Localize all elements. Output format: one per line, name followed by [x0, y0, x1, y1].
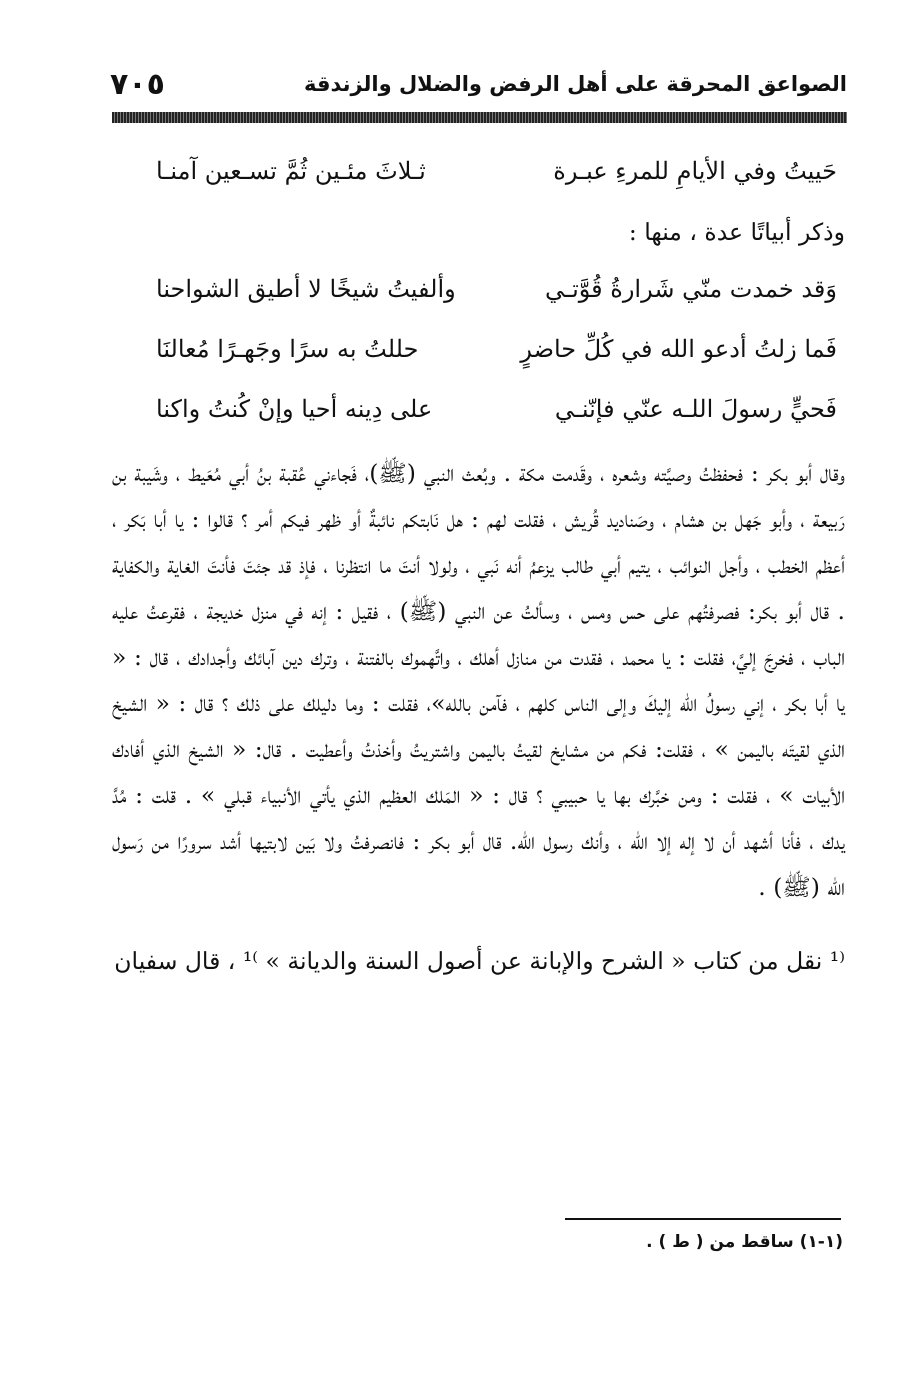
verse-first-hemistich: حَييتُ وفي الأيامِ للمرءِ عبـرة — [553, 157, 837, 186]
page-body — [112, 142, 845, 984]
page-header — [110, 64, 847, 104]
intro-line: وذكر أبياتًا عدة ، منها : — [628, 218, 845, 246]
page-number: ٧٠٥ — [110, 66, 165, 102]
verse-line — [112, 320, 845, 380]
verse-line — [112, 260, 845, 320]
verse-second-hemistich: على دِينه أحيا وإنْ كُنتُ واكنا — [156, 395, 433, 424]
verse-second-hemistich: ثـلاثَ مئـين ثُمَّ تسـعين آمنـا — [156, 157, 426, 186]
verse-second-hemistich: وألفيتُ شيخًا لا أطيق الشواحنا — [156, 275, 456, 304]
verse-first-hemistich: فَما زلتُ أدعو الله في كُلِّ حاضرٍ — [520, 335, 837, 364]
running-title: الصواعق المحرقة على أهل الرفض والضلال والزندقة — [303, 72, 847, 96]
verse-first-hemistich: فَحيٍّ رسولَ اللـه عنّي فإنّنـي — [554, 395, 837, 424]
main-paragraph: وقال أبو بكر : فحفظتُ وصيَّته وشعره ، وقَدمت مكة . وبُعث النبي (ﷺ)، فَجاءني عُقبة بنُ أبي مُعَيط ، وشَيبة بن رَبيعة ، وأبو جَهل بن هشام ، وصَناديد قُريش ، فقلت لهم : هل نَابتكم نائبةٌ أو ظهر فيكم أمر ؟ قالوا : يا أبا بَكر ، أعظم الخطب ، وأجل النوائب ، يتيم أبي طالب يزعمُ أنه نَبي ، ولولا أنتَ ما انتظرنا ، فإذ قد جئتَ فأنتَ الغاية والكفاية . قال أبو بكر: فصرفتُهم على حس ومس ، وسألتُ عن النبي (ﷺ) ، فقيل : إنه في منزل خديجة ، فقرعتُ عليه الباب ، فخرجَ إليَّ، فقلت : يا محمد ، فقدت من منازل أهلك ، واتَّهموك بالفتنة ، وترك دين آبائك وأجدادك ، قال : « يا أبا بكر ، إني رسولُ الله إليكَ وإلى الناس كلهم ، فآمن بالله»، فقلت : وما دليلك على ذلك ؟ قال : « الشيخ الذي لقيتَه باليمن » ، فقلت: فكم من مشايخ لقيتُ باليمن واشتريتُ وأخذتُ وأعطيت . قال: « الشيخ الذي أفادك الأبيات » ، فقلت : ومن خبَّرك بها يا حبيبي ؟ قال : « المَلك العظيم الذي يأتي الأنبياء قبلي » . قلت : مُدَّ يدك ، فأنا أشهد أن لا إله إلا الله ، وأنك رسول الله. قال أبو بكر : فانصرفتُ ولا بَين لابتيها أشد سرورًا من رَسول الله (ﷺ) . — [112, 459, 845, 901]
header-rule — [112, 112, 847, 123]
footnote: (١-١) ساقط من ( ط ) . — [646, 1232, 843, 1252]
verse-line — [112, 380, 845, 440]
verse-line — [112, 142, 845, 202]
footnote-rule — [565, 1218, 841, 1220]
verse-first-hemistich: وَقد خمدت منّي شَرارةُ قُوَّتـي — [545, 275, 837, 304]
verse-second-hemistich: حللتُ به سرًا وجَهـرًا مُعالنَا — [156, 335, 419, 364]
note-paragraph: ⁽¹ نقل من كتاب « الشرح والإبانة عن أصول السنة والديانة » ⁾¹ ، قال سفيان — [114, 947, 845, 975]
